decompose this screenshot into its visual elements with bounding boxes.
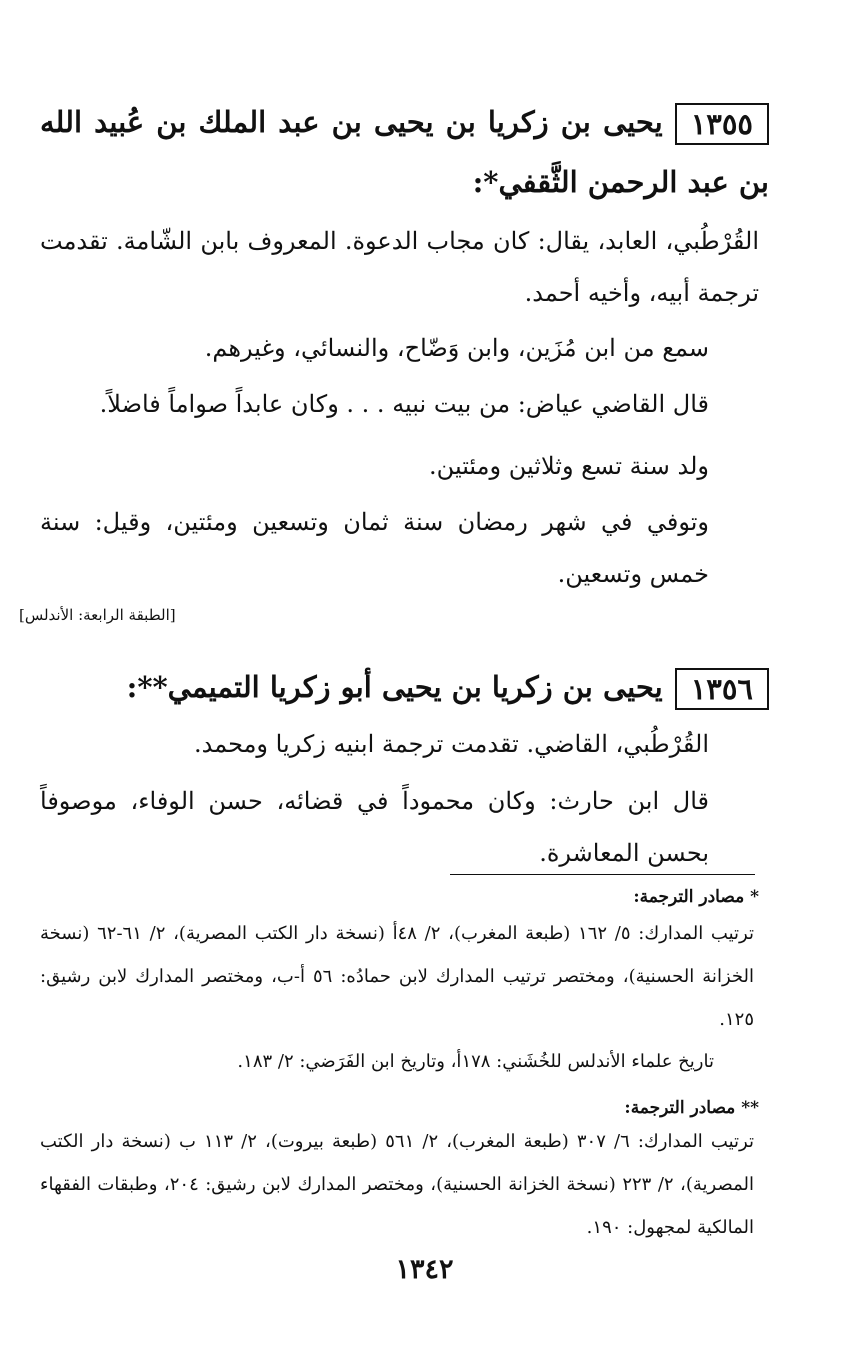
footnote-1-title: * مصادر الترجمة:: [633, 887, 759, 907]
footnote-1-line-1: ترتيب المدارك: ٥/ ١٦٢ (طبعة المغرب)، ٢/ ٤٨أ (نسخة دار الكتب المصرية)، ٢/ ٦١-٦٢ (نسخة الخزانة الحسنية)، ومختصر ترتيب المدارك لابن حمادُه: ٥٦ أ-ب، ومختصر المدارك لابن رشيق: ١٢٥.: [40, 923, 754, 1030]
entry-1355-heading: [40, 92, 769, 212]
footnote-divider: [450, 874, 755, 875]
entry-1355-title: يحيى بن زكريا بن يحيى بن عبد الملك بن عُبيد الله بن عبد الرحمن الثَّقفي*:: [40, 105, 769, 199]
entry-1356-line-2: قال ابن حارث: وكان محموداً في قضائه، حسن الوفاء، موصوفاً بحسن المعاشرة.: [40, 787, 709, 867]
entry-1355-number: ١٣٥٥: [675, 103, 769, 145]
page-number: ١٣٤٢: [395, 1254, 454, 1285]
footnote-2-title: ** مصادر الترجمة:: [624, 1098, 759, 1118]
tabaqa-note: [الطبقة الرابعة: الأندلس]: [19, 606, 176, 624]
entry-1355-line-1: القُرْطُبي، العابد، يقال: كان مجاب الدعوة. المعروف بابن الشّامة. تقدمت ترجمة أبيه، وأخيه أحمد.: [40, 227, 760, 307]
entry-1355-line-4: ولد سنة تسع وثلاثين ومئتين.: [429, 452, 709, 480]
entry-1356-heading: [40, 657, 769, 717]
entry-1355-line-2: سمع من ابن مُزَين، وابن وَضّاح، والنسائي، وغيرهم.: [204, 334, 709, 362]
footnote-2-line-1: ترتيب المدارك: ٦/ ٣٠٧ (طبعة المغرب)، ٢/ ٥٦١ (طبعة بيروت)، ٢/ ١١٣ ب (نسخة دار الكتب المصرية)، ٢/ ٢٢٣ (نسخة الخزانة الحسنية)، ومختصر المدارك لابن رشيق: ٢٠٤، وطبقات الفقهاء المالكية لمجهول: ١٩٠.: [40, 1131, 754, 1238]
entry-1356-line-1: القُرْطُبي، القاضي. تقدمت ترجمة ابنيه زكريا ومحمد.: [193, 730, 709, 758]
entry-1355-line-3: قال القاضي عياض: من بيت نبيه . . . وكان عابداً صواماً فاضلاً.: [99, 390, 709, 418]
entry-1355-line-5: وتوفي في شهر رمضان سنة ثمان وتسعين ومئتين، وقيل: سنة خمس وتسعين.: [40, 508, 709, 588]
footnote-1-line-2: تاريخ علماء الأندلس للخُشَني: ١٧٨أ، وتاريخ ابن الفَرَضي: ٢/ ١٨٣.: [237, 1051, 714, 1072]
entry-1356-number: ١٣٥٦: [675, 668, 769, 710]
entry-1356-title: يحيى بن زكريا بن يحيى أبو زكريا التميمي**:: [126, 670, 663, 704]
